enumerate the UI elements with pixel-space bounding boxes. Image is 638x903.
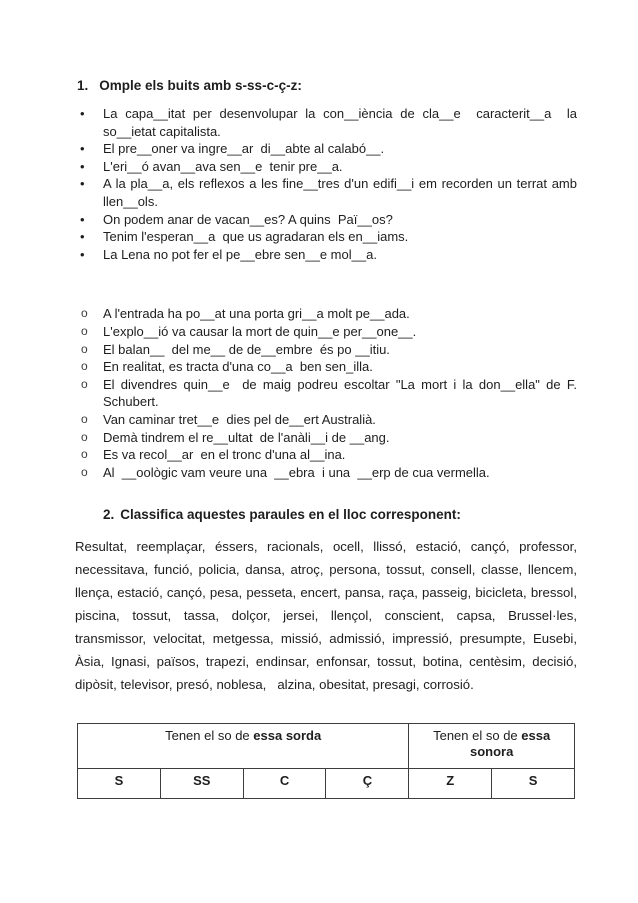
fill-in-sentence: Tenim l'esperan__a que us agradaran els en__iams. — [103, 229, 409, 245]
column-z: Z — [409, 769, 492, 799]
list-item — [77, 246, 577, 264]
circle-bullet-icon: o — [81, 447, 88, 462]
list-item — [77, 305, 577, 323]
circle-bullet-icon: o — [81, 359, 88, 374]
circle-bullet-icon: o — [81, 306, 88, 321]
list-item — [77, 429, 577, 447]
fill-in-sentence: El pre__oner va ingre__ar di__abte al calabó__. — [103, 141, 385, 157]
column-c: C — [243, 769, 326, 799]
circle-bullet-icon: o — [81, 464, 88, 479]
exercise2-title: Classifica aquestes paraules en el lloc corresponent: — [120, 507, 461, 523]
circle-bullet-icon: o — [81, 341, 88, 356]
fill-in-sentence: El balan__ del me__ de de__embre és po __itiu. — [103, 341, 390, 357]
bullet-icon: • — [80, 246, 85, 262]
list-item — [77, 464, 577, 482]
column-s: S — [78, 769, 161, 799]
exercise1-bullet-list — [77, 105, 581, 263]
list-item — [77, 158, 577, 176]
fill-in-sentence: L'explo__ió va causar la mort de quin__e per__one__. — [103, 323, 417, 339]
list-item — [77, 411, 577, 429]
list-item — [77, 358, 577, 376]
fill-in-sentence: A l'entrada ha po__at una porta gri__a molt pe__ada. — [103, 306, 410, 322]
header-prefix: Tenen el so de — [433, 728, 522, 744]
bullet-icon: • — [80, 106, 85, 121]
circle-bullet-icon: o — [81, 411, 88, 426]
fill-in-sentence: En realitat, es tracta d'una co__a ben sen_illa. — [103, 359, 373, 375]
exercise1-circle-list — [77, 305, 581, 481]
bullet-icon: • — [80, 229, 85, 245]
bullet-icon: • — [80, 211, 85, 227]
column-s-sonora: S — [492, 769, 575, 799]
list-item — [77, 446, 577, 464]
list-item — [77, 140, 577, 158]
list-item — [77, 105, 581, 140]
circle-bullet-icon: o — [81, 376, 88, 391]
fill-in-sentence: Demà tindrem el re__ultat de l'anàli__i de __ang. — [103, 429, 390, 445]
list-item — [77, 175, 581, 210]
exercise1-heading — [77, 78, 577, 93]
fill-in-sentence: L'eri__ó avan__ava sen__e tenir pre__a. — [103, 158, 343, 174]
fill-in-sentence: El divendres quin__e de maig podreu escoltar "La mort i la don__ella" de F. Schubert. — [103, 376, 581, 410]
table-column-letter-row — [78, 769, 575, 799]
circle-bullet-icon: o — [81, 429, 88, 444]
column-ss: SS — [160, 769, 243, 799]
header-bold-essa-sorda: essa sorda — [253, 728, 322, 744]
header-essa-sonora — [409, 724, 575, 769]
classification-table — [77, 723, 575, 799]
exercise1-title: Omple els buits amb s-ss-c-ç-z: — [99, 78, 302, 93]
list-item — [77, 341, 577, 359]
list-item — [77, 323, 577, 341]
exercise2-number: 2. — [103, 507, 115, 523]
table-group-header-row — [78, 724, 575, 769]
list-item — [77, 376, 581, 411]
header-prefix: Tenen el so de — [165, 728, 254, 744]
circle-bullet-icon: o — [81, 323, 88, 338]
bullet-icon: • — [80, 176, 85, 192]
fill-in-sentence: Es va recol__ar en el tronc d'una al__ina. — [103, 447, 346, 463]
list-item — [77, 228, 577, 246]
header-essa-sorda — [78, 724, 409, 769]
fill-in-sentence: A la pla__a, els reflexos a les fine__tres d'un edifi__i em recorden un terrat amb llen__ols. — [103, 176, 581, 209]
header-bold-essa-sonora: essa sonora — [469, 728, 551, 760]
fill-in-sentence: La capa__itat per desenvolupar la con__iència de cla__e caracterit__a la so__ietat capitalista. — [103, 106, 581, 139]
fill-in-sentence: Al __oològic vam veure una __ebra i una __erp de cua vermella. — [103, 464, 490, 480]
fill-in-sentence: On podem anar de vacan__es? A quins Paï__os? — [103, 211, 393, 227]
exercise1-number: 1. — [77, 78, 89, 93]
fill-in-sentence: Van caminar tret__e dies pel de__ert Australià. — [103, 411, 376, 427]
exercise2-heading — [103, 507, 577, 522]
word-list-paragraph: Resultat, reemplaçar, éssers, racionals, ocell, llissó, estació, cançó, professor, necessitava, funció, policia, dansa, atroç, persona, tossut, consell, classe, llencem, llença, estació, cançó, pesa, pesseta, encert, pansa, raça, passeig, bicicleta, bressol, piscina, tossut, tassa, dolçor, jersei, llençol, conscient, capsa, Brussel·les, transmissor, velocitat, metgessa, missió, admissió, impressió, presumpte, Eusebi, Àsia, Ignasi, països, trapezi, endinsar, enfonsar, tossut, botina, centèsim, decisió, dipòsit, televisor, presó, noblesa, alzina, obesitat, presagi, corrosió. — [75, 539, 603, 693]
bullet-icon: • — [80, 141, 85, 157]
bullet-icon: • — [80, 158, 85, 174]
list-item — [77, 211, 577, 229]
fill-in-sentence: La Lena no pot fer el pe__ebre sen__e mol__a. — [103, 246, 377, 262]
column-c-cedilla: Ç — [326, 769, 409, 799]
